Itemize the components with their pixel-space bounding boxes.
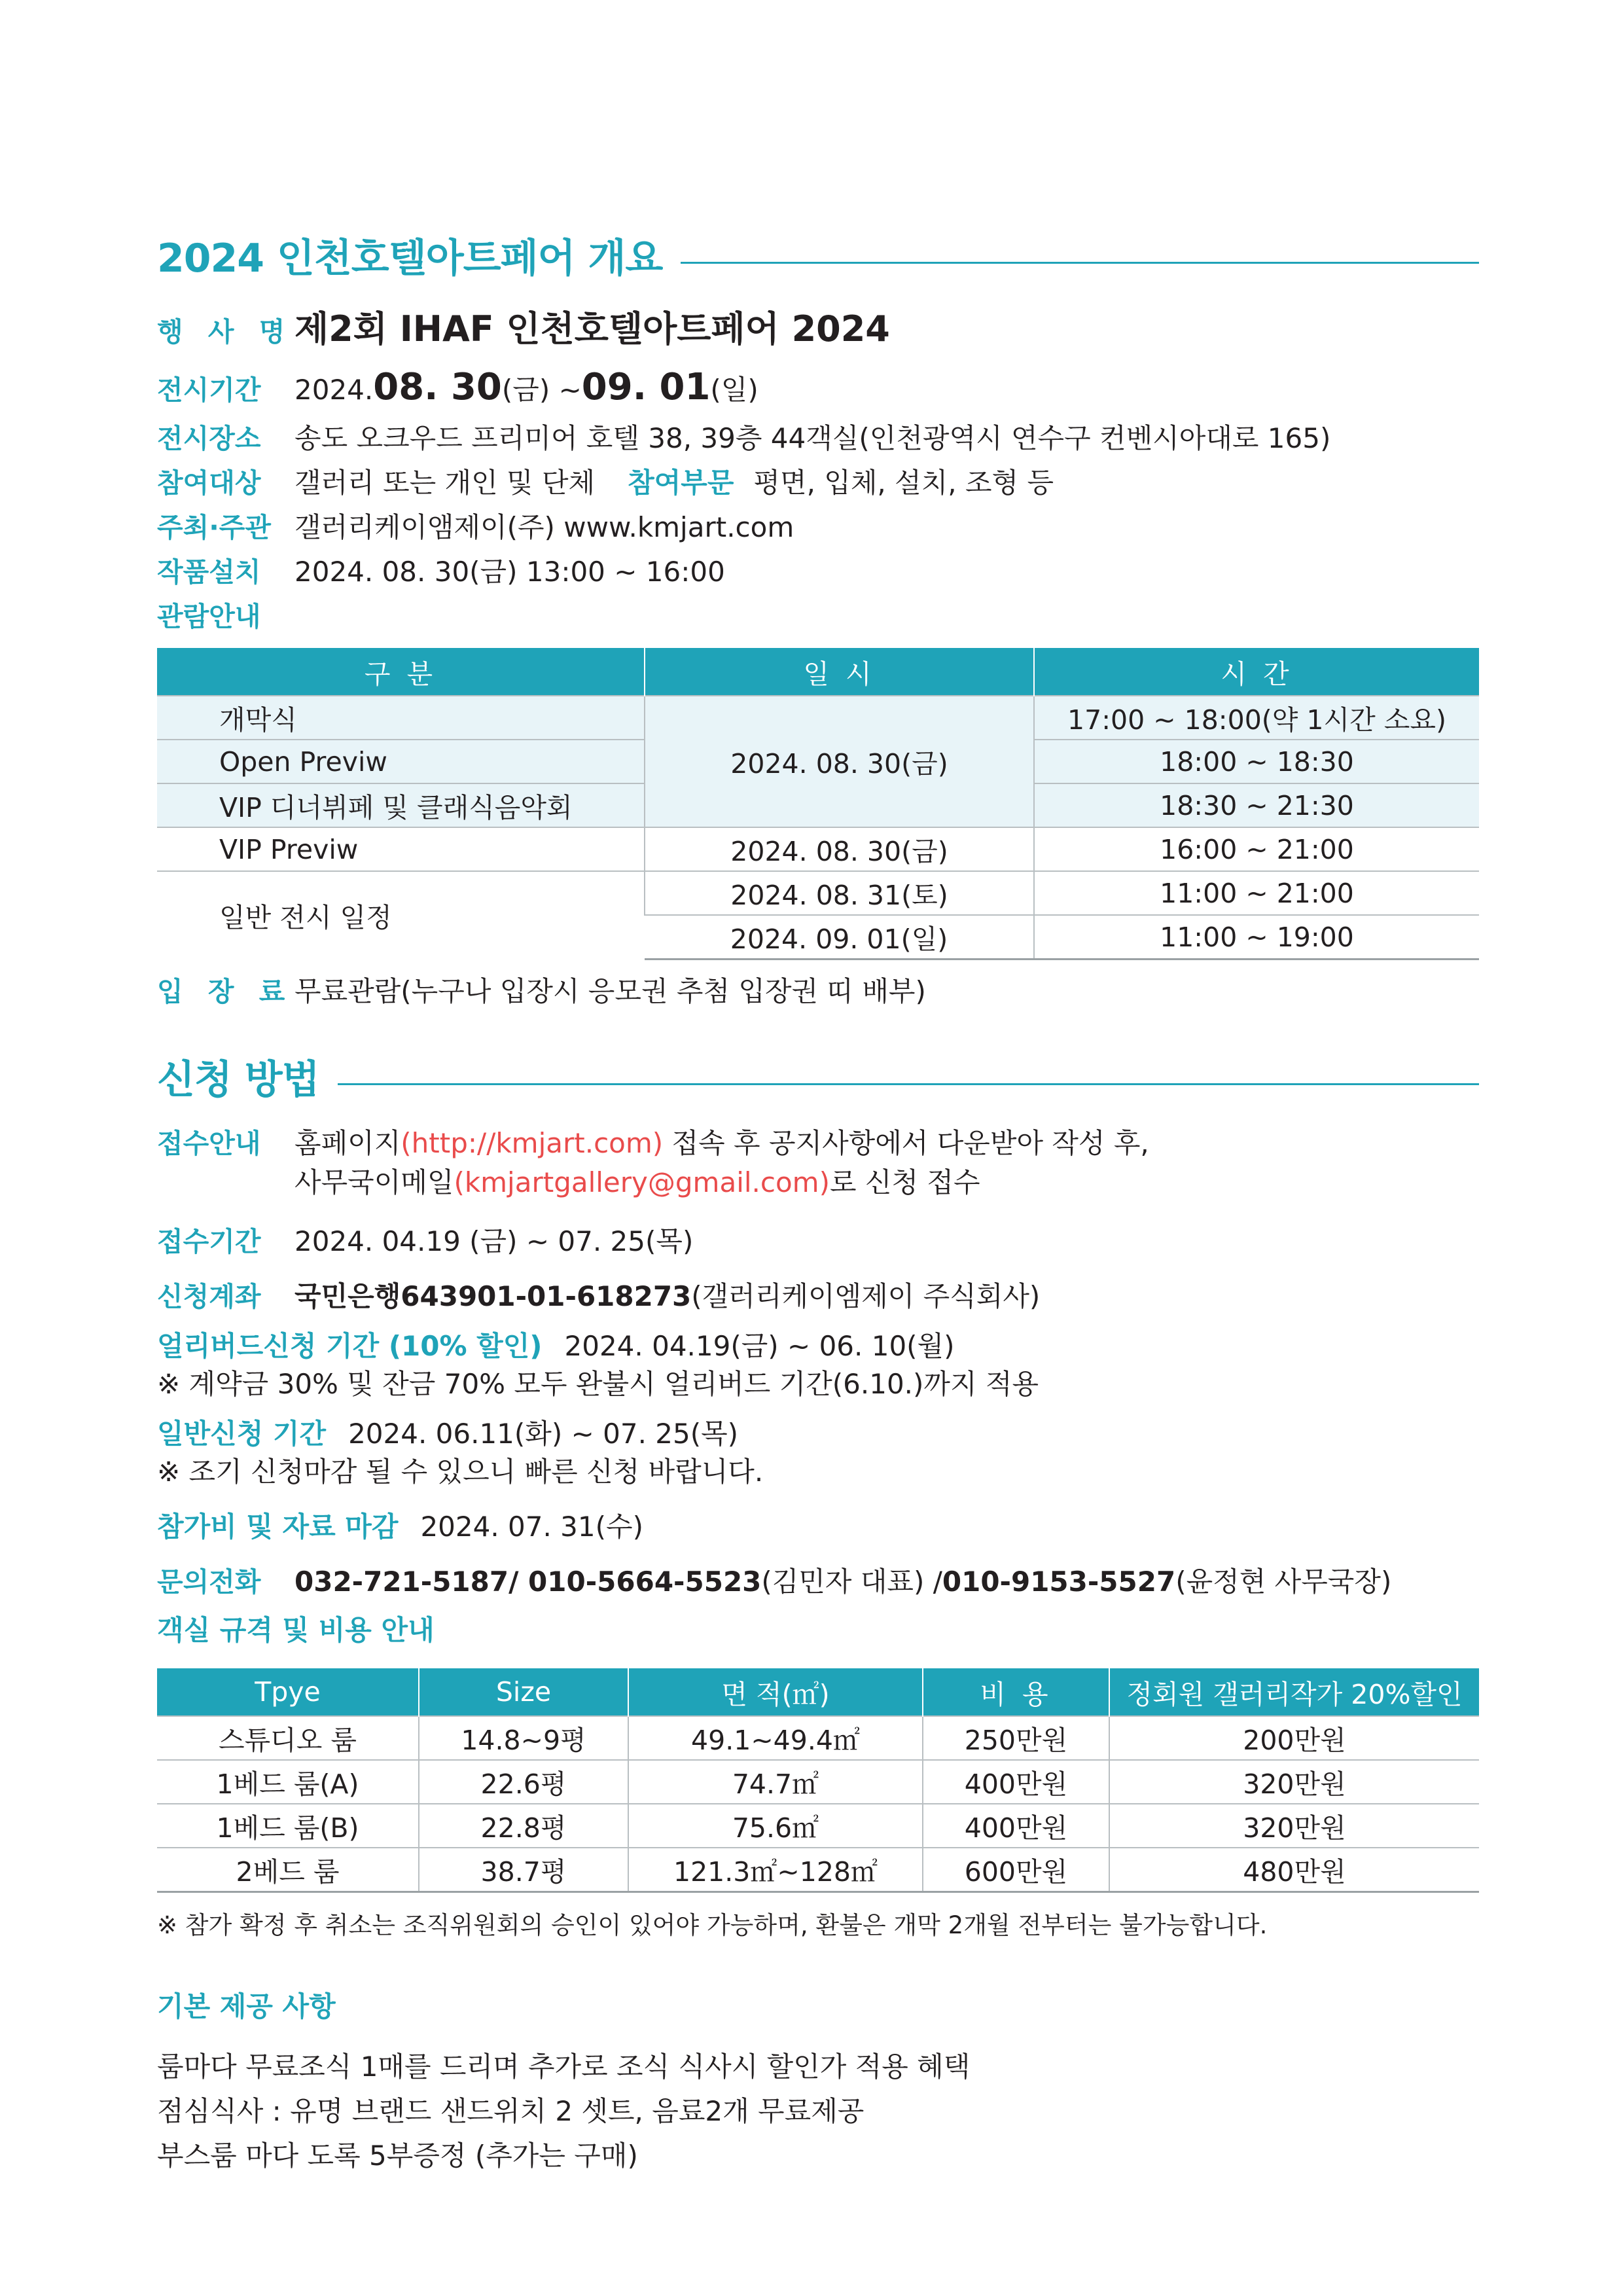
account-row <box>157 1274 1479 1319</box>
table-row <box>157 871 1479 915</box>
target-label: 참여대상 <box>157 467 261 499</box>
contact-name-2: (윤정현 사무국장) <box>1175 1566 1392 1598</box>
cell: 14.8~9평 <box>419 1716 628 1760</box>
table-row <box>157 1804 1479 1848</box>
guide-label: 관람안내 <box>157 601 261 632</box>
host-row <box>157 505 1479 550</box>
header-discount: 정회원 갤러리작가 20%할인 <box>1109 1668 1479 1716</box>
cell: 400만원 <box>923 1760 1109 1804</box>
refund-note: ※ 참가 확정 후 취소는 조직위원회의 승인이 있어야 가능하며, 환불은 개막 2개월 전부터는 불가능합니다. <box>157 1911 1268 1939</box>
reception-email-label: 사무국이메일 <box>294 1166 454 1198</box>
cell: 22.8평 <box>419 1804 628 1848</box>
period-row <box>157 361 1479 416</box>
event-row <box>157 300 1479 361</box>
table-row <box>157 1716 1479 1760</box>
schedule-table <box>157 648 1479 960</box>
apply-period-value: 2024. 04.19 (금) ~ 07. 25(목) <box>294 1225 694 1257</box>
header-type: Tpye <box>157 1668 419 1716</box>
host-label: 주최·주관 <box>157 512 271 543</box>
table-row <box>157 1760 1479 1804</box>
row-date: 2024. 08. 30(금) <box>645 827 1034 871</box>
host-value: 갤러리케이앰제이(주) www.kmjart.com <box>294 511 794 543</box>
venue-row <box>157 416 1479 461</box>
cell: 38.7평 <box>419 1848 628 1892</box>
install-label: 작품설치 <box>157 556 261 588</box>
general-value: 2024. 06.11(화) ~ 07. 25(목) <box>348 1418 739 1450</box>
row-name: VIP 디너뷔페 및 클래식음악회 <box>157 783 645 827</box>
cell: 1베드 룸(B) <box>157 1804 419 1848</box>
contact-phone-1: 032-721-5187/ 010-5664-5523 <box>294 1566 762 1598</box>
table-row <box>157 696 1479 740</box>
early-label: 얼리버드신청 기간 (10% 할인) <box>157 1330 543 1362</box>
heading-rule <box>338 1083 1479 1085</box>
row-time: 11:00 ~ 19:00 <box>1034 915 1479 960</box>
basic-heading-row <box>157 1984 1479 2029</box>
contact-phone-2: 010-9153-5527 <box>942 1566 1176 1598</box>
deadline-label: 참가비 및 자료 마감 <box>157 1511 399 1543</box>
account-number: 국민은행643901-01-618273 <box>294 1280 692 1312</box>
basic-item: 점심식사 : 유명 브랜드 샌드위치 2 셋트, 음료2개 무료제공 <box>157 2095 865 2127</box>
reception-row-2 <box>157 1163 1479 1202</box>
target-value: 갤러리 또는 개인 및 단체 <box>294 467 596 499</box>
apply-period-label: 접수기간 <box>157 1226 261 1257</box>
header-time: 시 간 <box>1034 648 1479 696</box>
cell: 스튜디오 룸 <box>157 1716 419 1760</box>
early-value: 2024. 04.19(금) ~ 06. 10(월) <box>564 1330 955 1362</box>
cell: 22.6평 <box>419 1760 628 1804</box>
period-start: 08. 30 <box>373 366 502 408</box>
header-size: Size <box>419 1668 628 1716</box>
reception-homepage: 홈페이지 <box>294 1127 401 1159</box>
install-value: 2024. 08. 30(금) 13:00 ~ 16:00 <box>294 556 725 588</box>
period-year: 2024. <box>294 374 374 406</box>
overview-heading <box>157 223 1479 288</box>
rooms-label: 객실 규격 및 비용 안내 <box>157 1614 435 1646</box>
cell: 320만원 <box>1109 1760 1479 1804</box>
row-date: 2024. 08. 30(금) <box>645 696 1034 827</box>
cell: 400만원 <box>923 1804 1109 1848</box>
reception-row <box>157 1124 1479 1163</box>
header-area: 면 적(㎡) <box>628 1668 923 1716</box>
general-row <box>157 1414 1479 1454</box>
period-label: 전시기간 <box>157 374 261 406</box>
cell: 320만원 <box>1109 1804 1479 1848</box>
rooms-row <box>157 1608 1479 1653</box>
cell: 600만원 <box>923 1848 1109 1892</box>
apply-heading <box>157 1044 1479 1109</box>
reception-line-2 <box>294 1163 980 1202</box>
period-start-day: (금) ~ <box>501 374 582 406</box>
table-row <box>157 1848 1479 1892</box>
table-header-row <box>157 648 1479 696</box>
cell: 74.7㎡ <box>628 1760 923 1804</box>
header-category: 구 분 <box>157 648 645 696</box>
venue-value: 송도 오크우드 프리미어 호텔 38, 39층 44객실(인천광역시 연수구 컨벤시아대로 165) <box>294 422 1331 454</box>
account-label: 신청계좌 <box>157 1281 261 1312</box>
deadline-row <box>157 1505 1479 1549</box>
reception-text: 접속 후 공지사항에서 다운받아 작성 후, <box>663 1127 1149 1159</box>
cell: 121.3㎡~128㎡ <box>628 1848 923 1892</box>
basic-heading: 기본 제공 사항 <box>157 1990 336 2022</box>
row-time: 16:00 ~ 21:00 <box>1034 827 1479 871</box>
deadline-value: 2024. 07. 31(수) <box>420 1511 643 1543</box>
reception-label: 접수안내 <box>157 1128 261 1159</box>
cell: 2베드 룸 <box>157 1848 419 1892</box>
heading-rule <box>681 262 1479 264</box>
general-label: 일반신청 기간 <box>157 1418 327 1450</box>
target-row <box>157 461 1479 505</box>
table-header-row <box>157 1668 1479 1716</box>
cell: 75.6㎡ <box>628 1804 923 1848</box>
category-value: 평면, 입체, 설치, 조형 등 <box>753 467 1054 499</box>
basic-item: 부스룸 마다 도록 5부증정 (추가는 구매) <box>157 2140 638 2172</box>
row-time: 18:00 ~ 18:30 <box>1034 740 1479 783</box>
basic-item: 룸마다 무료조식 1매를 드리며 추가로 조식 식사시 할인가 적용 혜택 <box>157 2051 971 2083</box>
cell: 1베드 룸(A) <box>157 1760 419 1804</box>
row-name: 개막식 <box>157 696 645 740</box>
row-time: 18:30 ~ 21:30 <box>1034 783 1479 827</box>
period-end: 09. 01 <box>581 366 711 408</box>
event-label: 행 사 명 <box>157 316 293 348</box>
contact-row <box>157 1560 1479 1604</box>
apply-heading-text: 신청 방법 <box>157 1057 319 1103</box>
rooms-table <box>157 1668 1479 1893</box>
row-name: VIP Previw <box>157 827 645 871</box>
contact-label: 문의전화 <box>157 1566 261 1598</box>
admission-value: 무료관람(누구나 입장시 응모권 추첨 입장권 띠 배부) <box>294 975 926 1007</box>
row-date: 2024. 09. 01(일) <box>645 915 1034 960</box>
header-cost: 비 용 <box>923 1668 1109 1716</box>
reception-email-text: 로 신청 접수 <box>829 1166 980 1198</box>
overview-heading-text: 2024 인천호텔아트페어 개요 <box>157 236 663 281</box>
period-end-day: (일) <box>710 374 758 406</box>
account-holder: (갤러리케이엠제이 주식회사) <box>691 1280 1041 1312</box>
cell: 480만원 <box>1109 1848 1479 1892</box>
row-name: Open Previw <box>157 740 645 783</box>
category-label: 참여부문 <box>628 467 734 499</box>
guide-row <box>157 594 1479 639</box>
row-date: 2024. 08. 31(토) <box>645 871 1034 915</box>
admission-row <box>157 969 1479 1014</box>
install-row <box>157 550 1479 594</box>
admission-label: 입 장 료 <box>157 976 293 1007</box>
cell: 49.1~49.4㎡ <box>628 1716 923 1760</box>
cell: 200만원 <box>1109 1716 1479 1760</box>
general-note: ※ 조기 신청마감 될 수 있으니 빠른 신청 바랍니다. <box>157 1456 764 1488</box>
event-name: 제2회 IHAF 인천호텔아트페어 2024 <box>294 308 890 350</box>
page <box>157 223 1479 2178</box>
venue-label: 전시장소 <box>157 423 261 454</box>
row-time: 11:00 ~ 21:00 <box>1034 871 1479 915</box>
homepage-link[interactable]: (http://kmjart.com) <box>401 1127 664 1159</box>
contact-name-1: (김민자 대표) / <box>761 1566 942 1598</box>
header-date: 일 시 <box>645 648 1034 696</box>
row-time: 17:00 ~ 18:00(약 1시간 소요) <box>1034 696 1479 740</box>
table-row <box>157 827 1479 871</box>
early-row <box>157 1327 1479 1366</box>
cell: 250만원 <box>923 1716 1109 1760</box>
email-link[interactable]: (kmjartgallery@gmail.com) <box>454 1166 830 1198</box>
reception-line-1 <box>294 1124 1149 1163</box>
early-note: ※ 계약금 30% 및 잔금 70% 모두 완불시 얼리버드 기간(6.10.)까지 적용 <box>157 1368 1039 1400</box>
row-name: 일반 전시 일정 <box>157 871 645 960</box>
apply-period-row <box>157 1219 1479 1264</box>
